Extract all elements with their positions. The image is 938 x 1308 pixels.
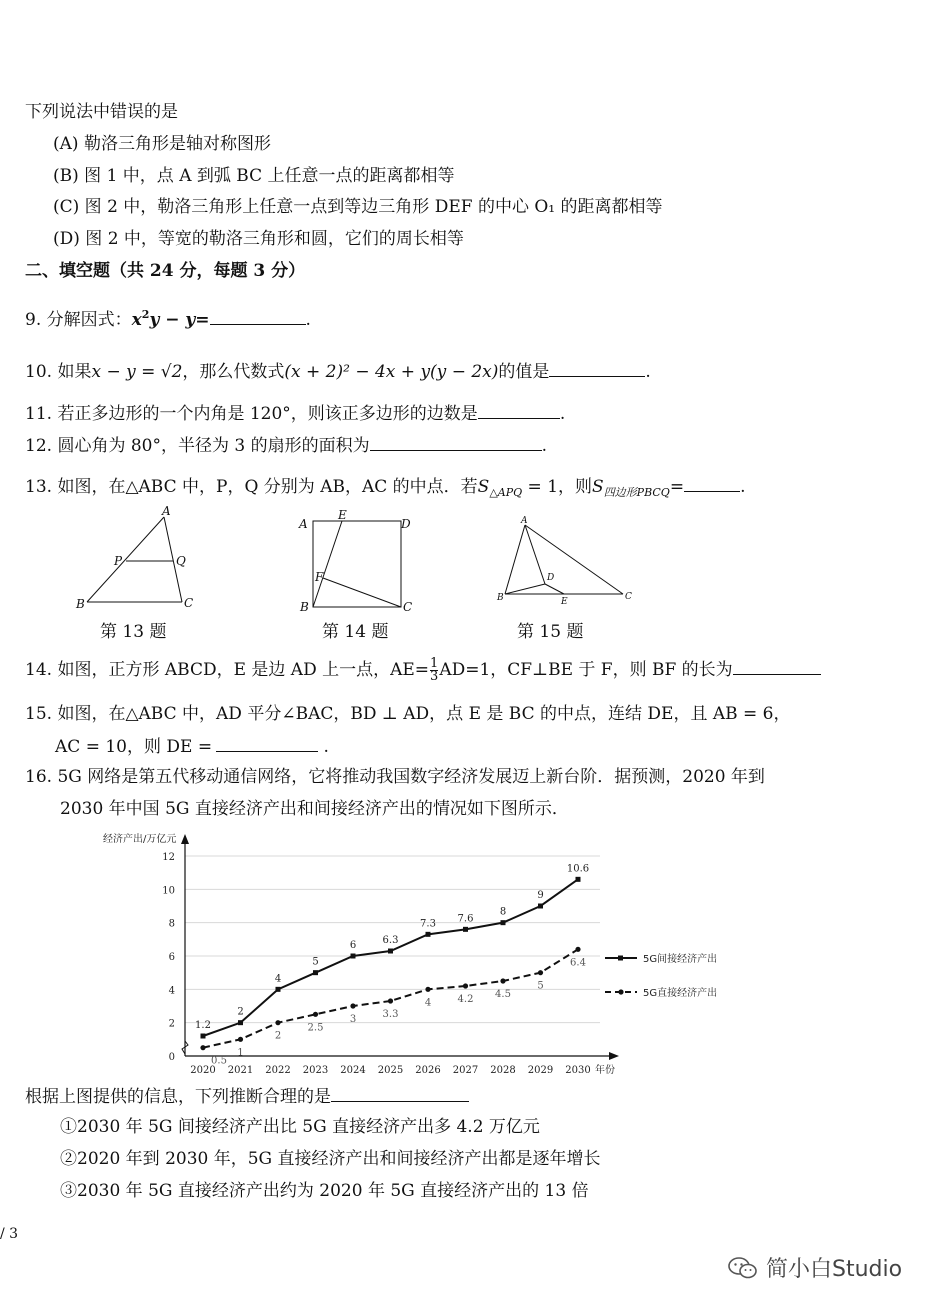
q16-item-3: ③2030 年 5G 直接经济产出约为 2020 年 5G 直接经济产出的 13 倍 [60,1181,589,1201]
y-tick-label: 12 [162,852,175,863]
fig14-square [313,521,401,607]
chart-legend [605,952,717,999]
x-tick-label: 2029 [527,1065,554,1076]
data-point-indirect [538,904,543,909]
q8-stem: 下列说法中错误的是 [25,102,178,122]
q12-answer-blank [370,434,542,451]
y-axis-arrow [181,834,189,844]
data-point-direct [575,947,580,952]
q13: 13. 如图，在△ABC 中，P，Q 分别为 AB，AC 的中点．若$S_{\triangle APQ} = 1$，则$S_{四边形PBCQ}=$ . [25,477,746,499]
data-label: 3.3 [382,1009,399,1020]
legend-marker [618,956,623,961]
legend-label: 5G直接经济产出 [643,988,718,999]
q16-item-1: ①2030 年 5G 间接经济产出比 5G 直接经济产出多 4.2 万亿元 [60,1117,540,1137]
data-point-direct [200,1045,205,1050]
legend-label: 5G间接经济产出 [643,954,718,965]
x-tick-label: 2030 [565,1065,591,1076]
legend-marker [618,989,623,994]
fig15-line-ad [525,525,545,584]
data-point-indirect [238,1020,243,1025]
data-point-direct [388,998,393,1003]
x-tick-label: 2020 [190,1065,216,1076]
x-tick-label: 2027 [452,1065,479,1076]
data-point-indirect [463,927,468,932]
q8-option-d: (D) 图 2 中，等宽的勒洛三角形和圆，它们的周长相等 [53,229,464,249]
economic-output-chart [95,828,745,1080]
figure-13-caption: 第 13 题 [100,622,167,642]
data-point-indirect [576,877,581,882]
data-point-direct [313,1012,318,1017]
data-label: 5 [537,980,544,992]
chart-y-axis-label: 经济产出/万亿元 [103,834,177,845]
wechat-icon [728,1257,758,1279]
data-label: 2 [274,1030,282,1042]
y-tick-label: 2 [168,1018,175,1030]
q16-item-2: ②2020 年到 2030 年，5G 直接经济产出和间接经济产出都是逐年增长 [60,1149,601,1169]
data-label: 9 [537,890,544,901]
watermark [728,1252,902,1283]
fig15-label-a: A [521,516,528,526]
data-label: 7.6 [457,913,474,925]
figure-14 [295,508,425,618]
fig14-label-a: A [299,517,308,531]
figure-14-caption: 第 14 题 [322,622,389,642]
fig15-side-ac [525,525,623,594]
fig13-label-c: C [184,596,194,610]
data-label: 4 [274,973,282,985]
fig15-line-bd [505,584,545,594]
q10-answer-blank [549,360,645,377]
data-point-direct [538,970,543,975]
fig15-side-ab [505,525,525,594]
fig15-label-b: B [497,593,504,603]
q16-answer-blank [331,1085,469,1102]
q15-line2: AC = 10，则 DE = . [55,737,329,757]
figure-13 [70,505,210,615]
data-label: 5 [312,956,319,968]
page-number: / 3 [0,1226,19,1242]
fig14-label-d: D [401,517,411,531]
q15-answer-blank [216,735,318,752]
q14-answer-blank [733,658,821,675]
q11-answer-blank [478,402,560,419]
data-point-indirect [501,920,506,925]
data-label: 6.4 [570,957,586,969]
data-point-direct [350,1003,355,1008]
fig14-line-be [313,521,342,607]
data-point-indirect [388,949,393,954]
fig13-label-b: B [76,597,85,611]
q10: 10. 如果x − y = √2，那么代数式(x + 2)² − 4x + y(y − 2x)的值是 . [25,362,651,382]
x-tick-label: 2024 [340,1065,366,1076]
data-point-indirect [276,987,281,992]
fig15-label-d: D [547,573,555,583]
y-tick-label: 10 [162,885,175,897]
y-tick-label: 4 [168,985,175,997]
section-title: 二、填空题（共 24 分，每题 3 分） [25,261,306,281]
fig13-label-q: Q [176,554,186,568]
q14: 14. 如图，正方形 ABCD，E 是边 AD 上一点，AE= $\frac{1}{3}$ AD=1，CF⊥BE 于 F，则 BF 的长为 [25,658,821,683]
q9: 9. 分解因式：$x^2y - y=$ . [25,308,311,330]
data-label: 7.3 [420,918,436,930]
q13-answer-blank [684,475,740,492]
x-axis-arrow [609,1052,619,1060]
fig14-line-cf [323,578,401,607]
q16-line2: 2030 年中国 5G 直接经济产出和间接经济产出的情况如下图所示． [60,799,569,819]
x-axis-label: 年份 [595,1065,615,1076]
data-point-indirect [426,932,431,937]
chart-series [195,863,589,1066]
figure-15 [493,512,638,608]
data-label: 3 [349,1014,357,1025]
data-point-direct [238,1037,243,1042]
fig14-label-f: F [315,570,324,584]
fig13-label-p: P [114,554,123,568]
fig15-label-c: C [625,592,632,602]
q14-fraction: $\frac{1}{3}$ [430,656,439,684]
data-point-indirect [313,970,318,975]
q12: 12. 圆心角为 80°，半径为 3 的扇形的面积为 . [25,436,548,456]
fig15-line-de [545,584,564,594]
data-point-indirect [351,954,356,959]
q15-line1: 15. 如图，在△ABC 中，AD 平分∠BAC，BD ⊥ AD，点 E 是 BC 的中点，连结 DE，且 AB = 6， [25,704,791,724]
x-tick-label: 2023 [302,1065,329,1076]
data-label: 6.3 [382,935,399,946]
q8-option-b: (B) 图 1 中，点 A 到弧 BC 上任意一点的距离都相等 [53,166,455,186]
data-point-direct [425,987,430,992]
data-label: 4.5 [495,989,511,1000]
data-label: 8 [499,906,507,918]
data-label: 6 [349,940,357,951]
x-tick-label: 2022 [265,1065,291,1076]
data-point-direct [500,978,505,983]
data-point-indirect [201,1034,206,1039]
q8-option-c: (C) 图 2 中，勒洛三角形上任意一点到等边三角形 DEF 的中心 O₁ 的距离都相等 [53,197,663,217]
q16-question: 根据上图提供的信息，下列推断合理的是 [25,1085,469,1108]
data-label: 1.2 [195,1020,211,1031]
y-tick-label: 0 [168,1052,175,1063]
data-label: 1 [237,1047,244,1059]
data-label: 10.6 [566,863,590,875]
q9-answer-blank [210,308,306,325]
q8-option-a: (A) 勒洛三角形是轴对称图形 [53,134,271,154]
figure-15-caption: 第 15 题 [517,622,584,642]
data-label: 2.5 [307,1022,324,1034]
y-tick-label: 8 [168,918,175,930]
data-label: 2 [237,1006,244,1018]
y-tick-label: 6 [168,952,175,963]
fig15-label-e: E [561,597,568,607]
data-point-direct [463,983,468,988]
x-tick-label: 2026 [415,1065,441,1076]
watermark-text: 简小白Studio [766,1257,903,1282]
fig14-label-c: C [403,600,413,614]
data-label: 0.5 [211,1055,227,1067]
q11: 11. 若正多边形的一个内角是 120°，则该正多边形的边数是 . [25,404,566,424]
x-tick-label: 2025 [377,1065,404,1076]
x-tick-label: 2028 [490,1065,516,1076]
data-label: 4 [424,997,432,1009]
fig14-label-b: B [300,600,309,614]
fig13-label-a: A [162,505,171,518]
fig14-label-e: E [338,508,347,522]
q16-line1: 16. 5G 网络是第五代移动通信网络，它将推动我国数字经济发展迈上新台阶．据预测，2020 年到 [25,767,765,787]
x-tick-label: 2021 [227,1065,254,1076]
data-point-direct [275,1020,280,1025]
fig13-side-ab [87,517,164,602]
data-label: 4.2 [457,994,474,1005]
